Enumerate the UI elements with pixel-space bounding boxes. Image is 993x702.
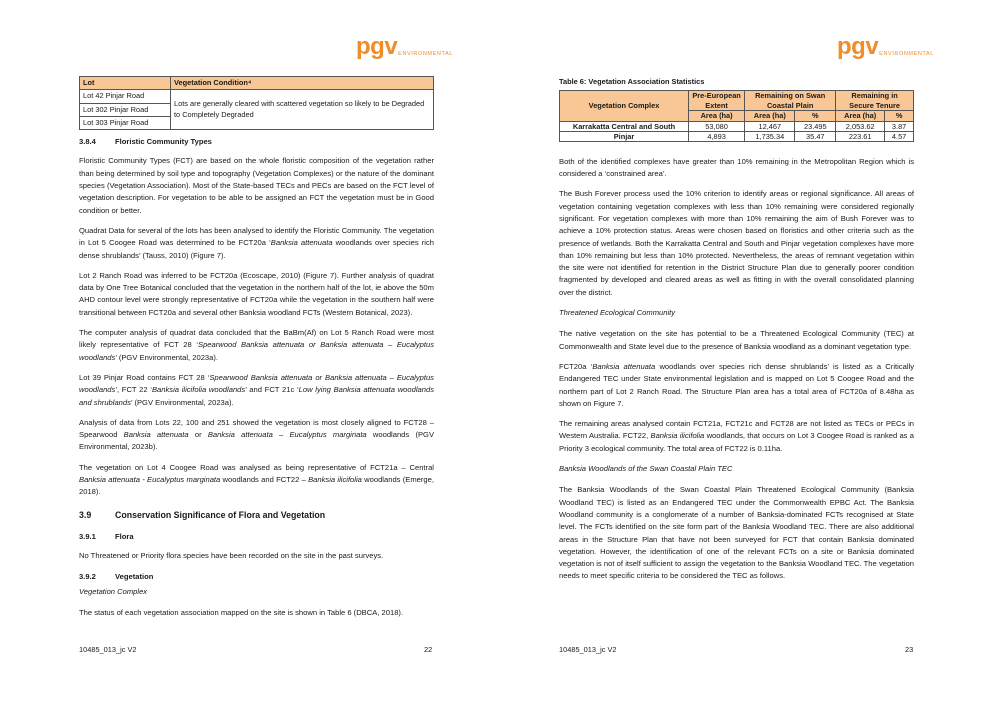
section-heading-3-9-2 <box>79 571 434 583</box>
page-left <box>0 0 496 702</box>
footer-page-number: 22 <box>424 645 433 654</box>
section-heading-3-9-1 <box>79 531 434 543</box>
table-caption: Table 6: Vegetation Association Statistics <box>559 77 705 86</box>
paragraph: The native vegetation on the site has potential to be a Threatened Ecological Community (TEC) at Commonwealth and State level due to the presence of Banksia woodland as a dominant vegetation type. <box>559 329 914 351</box>
logo-mark: pgv <box>356 33 398 60</box>
table-row <box>560 121 914 131</box>
header-area: Area (ha) <box>689 111 745 122</box>
subheading-vegetation-complex: Vegetation Complex <box>79 586 148 596</box>
paragraph: Quadrat Data for several of the lots has been analysed to identify the Floristic Community. The vegetation in Lot 5 Coogee Road was determined to be FCT20a ‘Banksia attenuata woodlands over species rich dense shrublands’ (Tauss, 2010) (Figure 7). <box>79 225 434 260</box>
subheading-banksia-woodlands: Banksia Woodlands of the Swan Coastal Plain TEC <box>559 464 733 474</box>
logo-mark: pgv <box>837 33 879 60</box>
section-number: 3.9.2 <box>79 571 96 581</box>
table-row <box>560 131 914 141</box>
cell-value: 12,467 <box>745 121 795 131</box>
table-row-lot: Lot 302 Pinjar Road <box>80 103 171 116</box>
cell-complex-name: Karrakatta Central and South <box>560 121 689 131</box>
table-row-lot: Lot 303 Pinjar Road <box>80 116 171 129</box>
footer-document-id: 10485_013_jc V2 <box>79 645 137 654</box>
vegetation-statistics-table <box>559 90 914 142</box>
section-number: 3.9 <box>79 509 92 520</box>
section-title: Flora <box>115 531 134 541</box>
cell-value: 223.61 <box>836 131 885 141</box>
cell-complex-name: Pinjar <box>560 131 689 141</box>
section-number: 3.8.4 <box>79 137 96 147</box>
cell-value: 53,080 <box>689 121 745 131</box>
paragraph: The status of each vegetation association mapped on the site is shown in Table 6 (DBCA, 2018). <box>79 608 404 618</box>
left-content <box>79 76 434 627</box>
right-content <box>559 76 914 591</box>
pgv-logo <box>356 33 453 60</box>
subheading-tec: Threatened Ecological Community <box>559 308 676 318</box>
header-secure-tenure: Remaining in Secure Tenure <box>836 91 914 111</box>
vegetation-condition-table <box>79 76 434 130</box>
section-title: Floristic Community Types <box>115 137 212 147</box>
table-header-condition: Vegetation Condition⁴ <box>171 77 434 90</box>
table-cell-condition: Lots are generally cleared with scattered vegetation so likely to be Degraded to Completely Degraded <box>171 90 434 130</box>
paragraph: Lot 2 Ranch Road was inferred to be FCT20a (Ecoscape, 2010) (Figure 7). Further analysis of quadrat data by One Tree Botanical concluded that the vegetation in the northern half of the lot, ie above the 50m AHD contour level were strongly representative of FCT20a while the vegetation in the southern half were transitional between FCT20a and several other Banksia woodland FCTs (Western Botanical, 2023). <box>79 270 434 317</box>
section-heading-3-8-4 <box>79 136 434 148</box>
paragraph: Lot 39 Pinjar Road contains FCT 28 ‘Spearwood Banksia attenuata or Banksia attenuata – Eucalyptus woodlands’, FCT 22 ‘Banksia ilicifolia woodlands’ and FCT 21c ‘Low lying Banksia attenuata woodlands and shrublands’ (PGV Environmental, 2023a). <box>79 372 435 407</box>
page-right <box>497 0 993 702</box>
paragraph: The remaining areas analysed contain FCT21a, FCT21c and FCT28 are not listed as TECs or PECs in Western Australia. FCT22, Banksia ilicifolia woodlands, that occurs on Lot 3 Coogee Road is ranked as a Priority 3 ecological community. The total area of FCT22 is 0.11ha. <box>559 419 914 453</box>
section-heading-3-9 <box>79 509 434 521</box>
paragraph: The computer analysis of quadrat data concluded that the BaBm(Af) on Lot 5 Ranch Road were most likely representative of FCT 28 ‘Spearwood Banksia attenuata or Banksia attenuata – Eucalyptus woodlands’ (PGV Environmental, 2023a). <box>79 328 435 362</box>
pgv-logo <box>837 33 934 60</box>
header-pre-european: Pre-European Extent <box>689 91 745 111</box>
table-header-lot: Lot <box>80 77 171 90</box>
logo-subtitle: ENVIRONMENTAL <box>879 51 934 57</box>
header-swan-coastal-plain: Remaining on Swan Coastal Plain <box>745 91 836 111</box>
paragraph: The vegetation on Lot 4 Coogee Road was analysed as being representative of FCT21a – Central Banksia attenuata - Eucalyptus marginata woodlands and FCT22 – Banksia ilicifolia woodlands (Emerge, 2018). <box>79 462 434 497</box>
header-percent: % <box>885 111 914 122</box>
header-area: Area (ha) <box>836 111 885 122</box>
cell-value: 35.47 <box>795 131 836 141</box>
section-title: Conservation Significance of Flora and Vegetation <box>115 509 326 520</box>
header-vegetation-complex: Vegetation Complex <box>560 91 689 122</box>
header-percent: % <box>795 111 836 122</box>
footer-page-number: 23 <box>905 645 914 654</box>
cell-value: 2,053.62 <box>836 121 885 131</box>
footer-document-id: 10485_013_jc V2 <box>559 645 617 654</box>
paragraph: Analysis of data from Lots 22, 100 and 251 showed the vegetation is most closely aligned to FCT28 – Spearwood Banksia attenuata or Banksia attenuata – Eucalyptus marginata woodlands (PGV Environmental, 2023b). <box>79 417 435 452</box>
paragraph: FCT20a ‘Banksia attenuata woodlands over species rich dense shrublands’ is listed as a Critically Endangered TEC under State environmental legislation and is mapped on Lot 5 Coogee Road and the northern part of Lot 2 Ranch Road. The Structure Plan area has a total area of FCT20a of 8.48ha as shown on Figure 7. <box>559 361 914 408</box>
paragraph: The Bush Forever process used the 10% criterion to identify areas or regional significance. All areas of vegetation containing vegetation complexes with less than 10% remaining were considered regionally significant. For vegetation complexes with more than 10% remaining the aim of Bush Forever was to achieve a 10% protection status. Areas were chosen based on floristics and other criteria such as the presence of wetlands. Both the Karrakatta Central and South and Pinjar vegetation complexes have more than 10% remaining but less than 10% protected. Nevertheless, the areas of remnant vegetation within the site were not identified for retention in the District Structure Plan due to generally poorer condition fragmented by developed and cleared areas as well as fitting in with the overall consolidated planning over the district. <box>559 189 914 297</box>
cell-value: 1,735.34 <box>745 131 795 141</box>
paragraph: Both of the identified complexes have greater than 10% remaining in the Metropolitan Region which is considered a ‘constrained area’. <box>559 156 914 179</box>
cell-value: 4.57 <box>885 131 914 141</box>
table-row-lot: Lot 42 Pinjar Road <box>80 90 171 103</box>
paragraph: The Banksia Woodlands of the Swan Coastal Plain Threatened Ecological Community (Banksia Woodland TEC) is listed as an Endangered TEC under the Commonwealth EPBC Act. The Banksia Woodland community is a conglomerate of a number of Banksia-dominated FCTs recognised at State level. The FCTs identified on the site form part of the Banksia Woodland TEC. There are also additional areas in the Structure Plan that have not been surveyed for FCT that contain Banksia dominated vegetation. However, the identification of one of the relevant FCTs on a site or Banksia dominated vegetation is not of itself sufficient to assign the vegetation to the Banksia Woodland TEC. The vegetation needs to meet specific criteria to be considered the TEC as follows. <box>559 485 914 581</box>
cell-value: 3.87 <box>885 121 914 131</box>
section-number: 3.9.1 <box>79 531 96 541</box>
cell-value: 23.495 <box>795 121 836 131</box>
cell-value: 4,893 <box>689 131 745 141</box>
header-area: Area (ha) <box>745 111 795 122</box>
paragraph: No Threatened or Priority flora species have been recorded on the site in the past surveys. <box>79 551 384 561</box>
paragraph: Floristic Community Types (FCT) are based on the whole floristic composition of the vegetation rather than being determined by soil type and topography (Vegetation Complexes) or the nature of the dominant species (Vegetation Association). Most of the State-based TECs and PECs are based on the FCT level of vegetation description. For vegetation to be able to be assigned an FCT the vegetation must be in Good condition or better. <box>79 156 434 215</box>
logo-subtitle: ENVIRONMENTAL <box>398 51 453 57</box>
section-title: Vegetation <box>115 571 154 581</box>
